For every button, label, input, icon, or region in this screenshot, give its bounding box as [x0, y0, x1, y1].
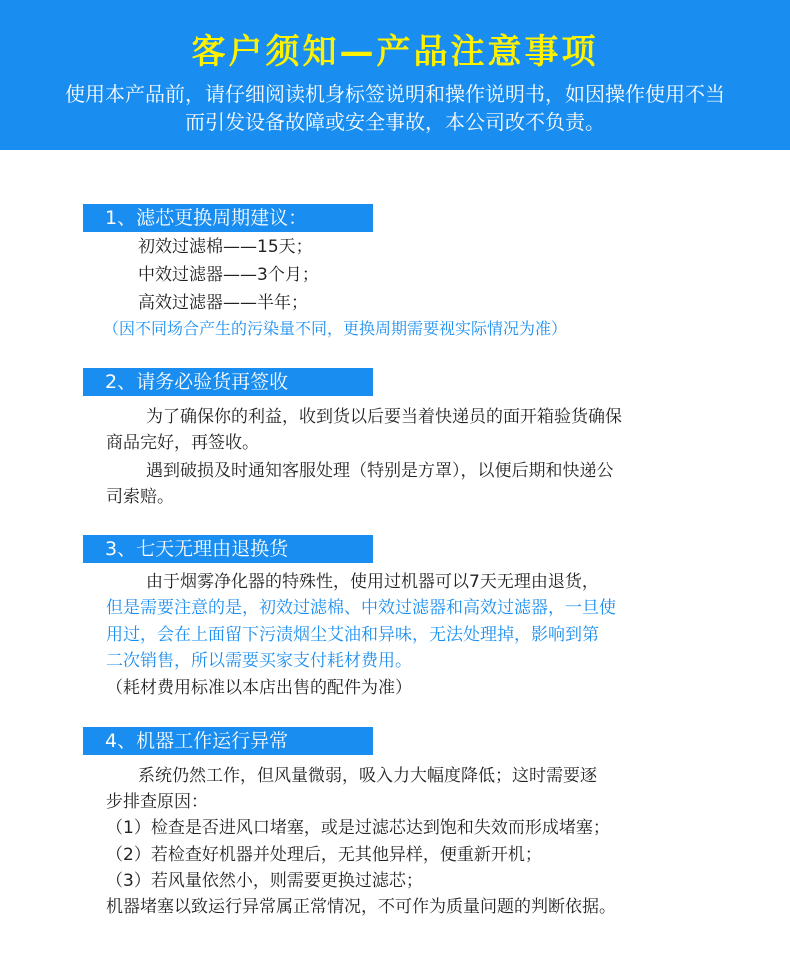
section-4-line: （3）若风量依然小，则需要更换过滤芯；: [106, 871, 423, 891]
section-3-warning-line: 用过，会在上面留下污渍烟尘艾油和异味，无法处理掉，影响到第: [106, 625, 599, 645]
section-1-note: （因不同场合产生的污染量不同，更换周期需要视实际情况为准）: [103, 319, 568, 338]
section-2-line: 为了确保你的利益，收到货以后要当着快递员的面开箱验货确保: [146, 407, 622, 427]
section-3-warning-line: 但是需要注意的是，初效过滤棉、中效过滤器和高效过滤器，一旦使: [106, 598, 616, 618]
section-2-line: 司索赔。: [106, 487, 174, 507]
section-1-line: 初效过滤棉——15天；: [138, 237, 313, 257]
section-3-header: 3、七天无理由退换货: [83, 535, 373, 563]
section-4-line: 机器堵塞以致运行异常属正常情况，不可作为质量问题的判断依据。: [106, 897, 616, 917]
banner-description: [20, 80, 770, 136]
section-4-line: （1）检查是否进风口堵塞，或是过滤芯达到饱和失效而形成堵塞；: [106, 818, 610, 838]
section-1-header: 1、滤芯更换周期建议：: [83, 204, 373, 232]
section-4-line: （2）若检查好机器并处理后，无其他异样，便重新开机；: [106, 845, 542, 865]
section-1-line: 中效过滤器——3个月；: [138, 265, 319, 285]
page-title: 客户须知—产品注意事项: [191, 32, 599, 72]
section-3-line: 由于烟雾净化器的特殊性，使用过机器可以7天无理由退货，: [146, 572, 599, 592]
section-1-line: 高效过滤器——半年；: [138, 293, 308, 313]
header-banner: [0, 0, 790, 150]
section-2-line: 遇到破损及时通知客服处理（特别是方罩），以便后期和快递公: [146, 461, 614, 481]
section-2-line: 商品完好，再签收。: [106, 433, 259, 453]
section-2-header: 2、请务必验货再签收: [83, 368, 373, 396]
banner-desc-line-2: 而引发设备故障或安全事故，本公司改不负责。: [185, 110, 605, 134]
section-4-header: 4、机器工作运行异常: [83, 727, 373, 755]
banner-desc-line-1: 使用本产品前，请仔细阅读机身标签说明和操作说明书，如因操作使用不当: [65, 82, 725, 106]
section-3-note: （耗材费用标准以本店出售的配件为准）: [106, 678, 412, 698]
section-3-warning-line: 二次销售，所以需要买家支付耗材费用。: [106, 651, 412, 671]
section-4-line: 系统仍然工作，但风量微弱，吸入力大幅度降低；这时需要逐: [138, 766, 597, 786]
section-4-line: 步排查原因：: [106, 792, 208, 812]
